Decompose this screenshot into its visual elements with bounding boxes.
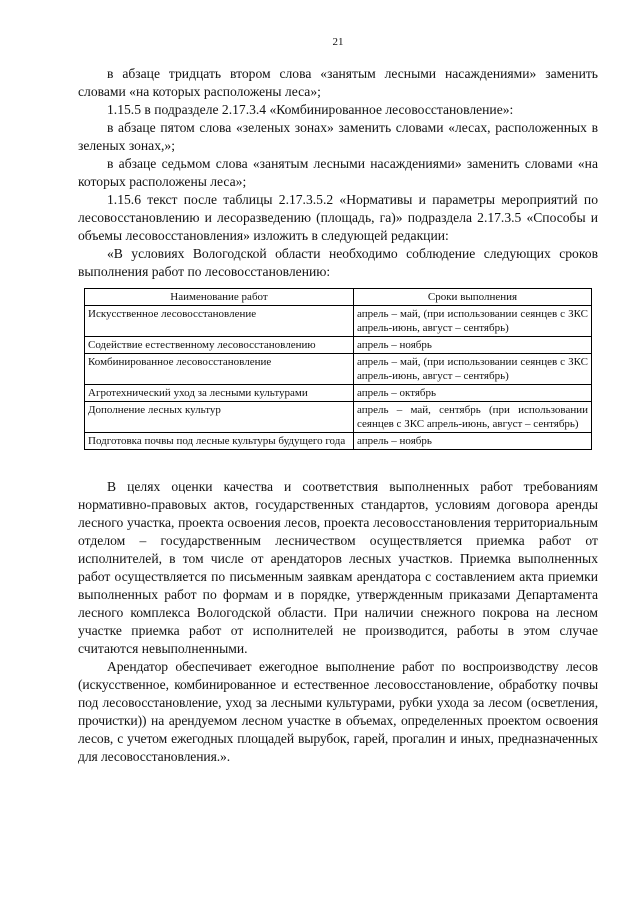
table-row — [85, 354, 592, 385]
paragraph-amend-32: в абзаце тридцать втором слова «занятым лесными насаждениями» заменить словами «на которых расположены леса»; — [78, 66, 598, 99]
paragraph-item-1-15-6: 1.15.6 текст после таблицы 2.17.3.5.2 «Нормативы и параметры мероприятий по лесовосстановлению и лесоразведению (площадь, га)» подраздела 2.17.3.5 «Способы и объемы лесовосстановления» изложить в следующей редакции: — [78, 192, 598, 243]
work-name-cell: Подготовка почвы под лесные культуры будущего года — [85, 433, 354, 450]
page-number: 21 — [332, 36, 344, 48]
table-row — [85, 385, 592, 402]
work-term-cell: апрель – октябрь — [354, 385, 592, 402]
table-header-row — [85, 289, 592, 306]
work-name-cell: Агротехнический уход за лесными культурами — [85, 385, 354, 402]
work-term-cell: апрель – май, сентябрь (при использовании сеянцев с ЗКС апрель-июнь, август – сентябрь) — [354, 402, 592, 433]
work-name-cell: Дополнение лесных культур — [85, 402, 354, 433]
works-terms-table — [84, 288, 592, 450]
work-term-cell: апрель – ноябрь — [354, 433, 592, 450]
paragraph-tenant-duties: Арендатор обеспечивает ежегодное выполнение работ по воспроизводству лесов (искусственное, комбинированное и естественное лесовосстановление, обработку почвы под лесовосстановление, уход за лесными культурами, рубки ухода за лесом (осветления, прочистки)) на арендуемом лесном участке в объемах, определенных проектом освоения лесов, с учетом ежегодных площадей вырубок, гарей, прогалин и иных, предназначенных для лесовосстановления.». — [78, 659, 598, 764]
header-terms: Сроки выполнения — [354, 289, 592, 306]
work-name-cell: Искусственное лесовосстановление — [85, 306, 354, 337]
work-term-cell: апрель – май, (при использовании сеянцев с ЗКС апрель-июнь, август – сентябрь) — [354, 354, 592, 385]
table-row — [85, 402, 592, 433]
work-name-cell: Содействие естественному лесовосстановлению — [85, 337, 354, 354]
paragraph-amend-5: в абзаце пятом слова «зеленых зонах» заменить словами «лесах, расположенных в зеленых зонах,»; — [78, 120, 598, 153]
table-row — [85, 433, 592, 450]
work-name-cell: Комбинированное лесовосстановление — [85, 354, 354, 385]
table-row — [85, 306, 592, 337]
paragraph-item-1-15-5: 1.15.5 в подразделе 2.17.3.4 «Комбинированное лесовосстановление»: — [107, 102, 514, 117]
work-term-cell: апрель – май, (при использовании сеянцев с ЗКС апрель-июнь, август – сентябрь) — [354, 306, 592, 337]
paragraph-terms-intro: «В условиях Вологодской области необходимо соблюдение следующих сроков выполнения работ по лесовосстановлению: — [78, 246, 598, 279]
paragraph-amend-7: в абзаце седьмом слова «занятым лесными насаждениями» заменить словами «на которых расположены леса»; — [78, 156, 598, 189]
work-term-cell: апрель – ноябрь — [354, 337, 592, 354]
paragraph-acceptance: В целях оценки качества и соответствия выполненных работ требованиям нормативно-правовых актов, государственных стандартов, условиям договора аренды лесного участка, проекта освоения лесов, проекта лесовосстановления территориальным отделом – государственным лесничеством осуществляется приемка работ от исполнителей, в том числе от арендаторов лесных участков. Приемка выполненных работ осуществляется по письменным заявкам арендатора с составлением акта приемки выполненных работ по формам и в порядке, утвержденным приказами Департамента лесного комплекса Вологодской области. При наличии снежного покрова на лесном участке приемка работ от исполнителей не производится, работы в этом случае считаются невыполненными. — [78, 479, 598, 656]
header-work-name: Наименование работ — [85, 289, 354, 306]
table-row — [85, 337, 592, 354]
